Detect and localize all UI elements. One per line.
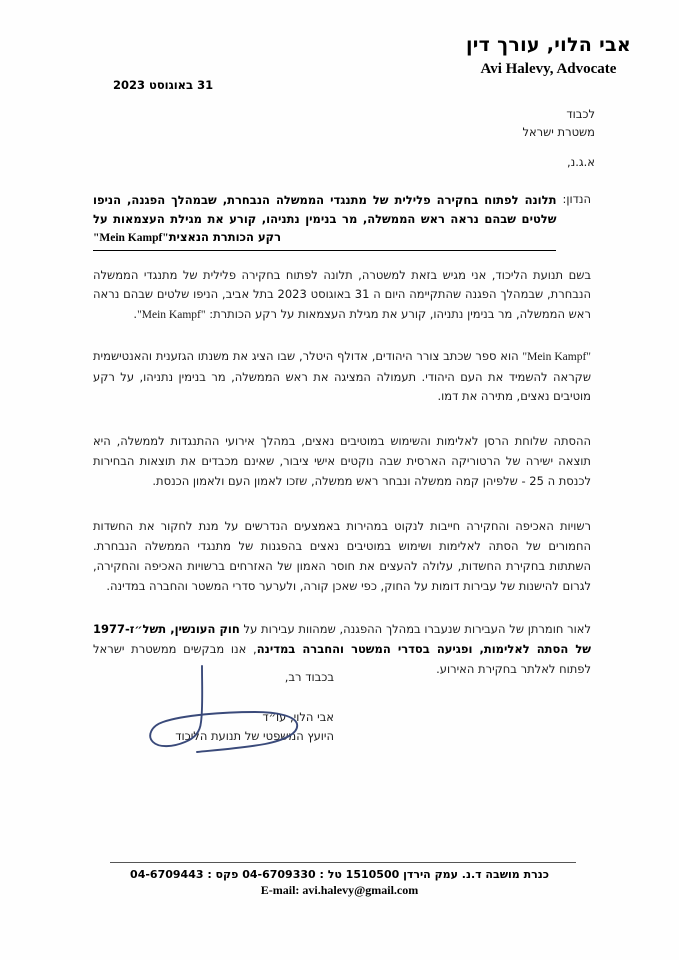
- paragraph-2: [93, 347, 591, 407]
- footer-block: [0, 868, 679, 898]
- footer-email: E-mail: avi.halevy@gmail.com: [260, 883, 419, 897]
- letterhead: [466, 34, 631, 78]
- letterhead-name-english: Avi Halevy, Advocate: [480, 60, 617, 77]
- letter-body: [93, 254, 591, 697]
- signature-block: [175, 668, 334, 745]
- paragraph-5-law-citation: חוק העונשין, תשל״ז-1977 של הסתה לאלימות, ופגיעה בסדרי המשטר והחברה במדינה: [93, 622, 591, 657]
- addressee-block: [522, 106, 595, 142]
- paragraph-5-lead: לאור חומרתן של העבירות שנעברו במהלך ההפגנה, שמהוות עבירות על: [239, 622, 591, 637]
- subject-line-2: שלטים שבהם נראה ראש הממשלה, מר בנימין נתניהו, קורע את מגילת העצמאות על: [93, 211, 557, 226]
- signature-regards: בכבוד רב,: [284, 670, 334, 684]
- subject-block: [93, 191, 591, 251]
- paragraph-1-period: .: [133, 307, 138, 322]
- paragraph-5-tail: , אנו מבקשים ממשטרת ישראל לפתוח לאלתר בחקירת האירוע.: [93, 642, 591, 676]
- paragraph-5: [93, 620, 591, 679]
- subject-line-1: תלונה לפתוח בחקירה פלילית של מתנגדי הממשלה הנבחרת, שבמהלך הפגנה, הניפו: [93, 193, 557, 207]
- subject-text: [93, 191, 556, 251]
- greeting-line: א.ג.נ,: [567, 155, 595, 169]
- subject-mein-kampf-title: "Mein Kampf": [93, 232, 169, 245]
- paragraph-3: ההסתה שלוחת הרסן לאלימות והשימוש במוטיבים נאצים, במהלך אירועי ההתנגדות לממשלה, היא תוצאה ישירה של הרטוריקה הארסית שבה נוקטים אישי ציבור, שאינם מכבדים את תוצאות הבחירות לכנסת ה 25 - שלפיהן קמה ממשלה ונבחר ראש ממשלה, שזכו לאמון העם ולאמון הכנסת.: [93, 434, 591, 488]
- letter-date: 31 באוגוסט 2023: [113, 78, 214, 92]
- paragraph-4: רשויות האכיפה והחקירה חייבות לנקוט במהירות באמצעים הנדרשים על מנת לחקור את החשדות החמורים של הסתה לאלימות ושימוש במוטיבים נאצים בהפגנות של מתנגדי הממשלה הנבחרת. השתתות בחקירת החשדות, עלולה להעצים את חוסר האמון של האזרחים ברשויות האכיפה והחקירה, לגרום להישנות של עבירות דומות על החוק, כפי שאכן קורה, ולערער סדרי המשטר והחברה במדינה.: [93, 519, 591, 593]
- addressee-to-label: לכבוד: [566, 107, 595, 121]
- paragraph-1-text: בשם תנועת הליכוד, אני מגיש בזאת למשטרה, תלונה לפתוח בחקירה פלילית של מתנגדי הממשלה הנבחרת, שבמהלך הפגנה שהתקיימה היום ה 31 באוגוסט 2023 בתל אביב, הניפו שלטים שבהם נראה ראש הממשלה, מר בנימין נתניהו, קורע את מגילת העצמאות על רקע הכותרת:: [93, 267, 591, 322]
- signature-title: היועץ המשפטי של תנועת הליכוד: [175, 728, 334, 743]
- paragraph-1-mein-kampf: "Mein Kampf": [137, 309, 206, 322]
- letterhead-name-hebrew: אבי הלוי, עורך דין: [465, 34, 631, 56]
- footer-address: כנרת מושבה ד.נ. עמק הירדן 1510500 טל : 04-6709330 פקס : 04-6709443: [130, 868, 549, 881]
- paragraph-1: [93, 266, 591, 326]
- paragraph-2-mein-kampf: "Mein Kampf": [522, 350, 592, 363]
- paragraph-2-text: הוא ספר שכתב צורר היהודים, אדולף היטלר, שבו הציג את משנתו הגזענית והאנטישמית שקראה להשמיד את העם היהודי. תעמולה המציגה את ראש הממשלה, מר בנימין נתניהו, על רקע מוטיבים נאצים, מתירה את דמו.: [93, 348, 591, 404]
- subject-line-3: רקע הכותרת הנאצית: [168, 230, 281, 245]
- subject-label: הנדון:: [562, 192, 591, 206]
- signature-name: אבי הלוי, עו״ד: [262, 710, 334, 725]
- footer-divider: [110, 862, 576, 863]
- addressee-recipient: משטרת ישראל: [522, 124, 595, 139]
